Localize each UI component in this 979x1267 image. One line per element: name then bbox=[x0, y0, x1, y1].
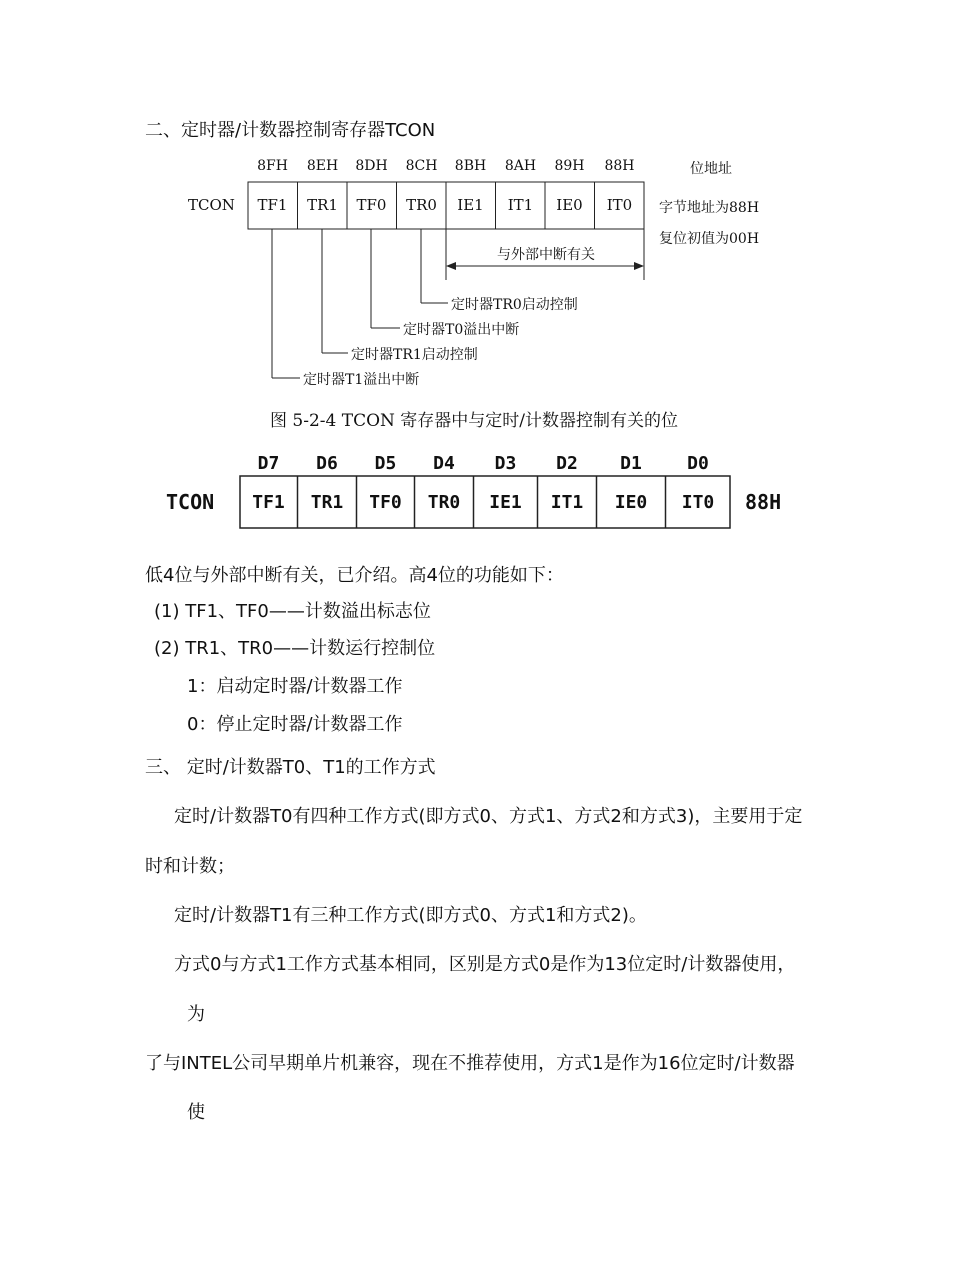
bit-address: 8EH bbox=[306, 158, 339, 174]
bit-header: D3 bbox=[494, 453, 517, 474]
paragraph: (1) TF1、TF0——计数溢出标志位 bbox=[154, 601, 431, 622]
paragraph: 方式0与方式1工作方式基本相同，区别是方式0是作为13位定时/计数器使用， bbox=[174, 954, 796, 975]
bit-address: 89H bbox=[554, 158, 585, 174]
register-name: TCON bbox=[166, 490, 215, 514]
paragraph: 定时/计数器T0有四种工作方式(即方式0、方式1、方式2和方式3)，主要用于定 bbox=[174, 806, 803, 827]
paragraph: 低4位与外部中断有关，已介绍。高4位的功能如下： bbox=[145, 565, 564, 586]
bit-address: 88H bbox=[604, 158, 635, 174]
reset-value-note: 复位初值为00H bbox=[659, 231, 760, 247]
bit-header: D5 bbox=[374, 453, 397, 474]
register-name: TCON bbox=[188, 196, 235, 214]
bit-cell: TR1 bbox=[310, 491, 344, 513]
bit-cell: IE0 bbox=[614, 491, 648, 513]
bit-cell: IE1 bbox=[489, 491, 522, 513]
annotation-tr1: 定时器TR1启动控制 bbox=[351, 347, 478, 363]
paragraph: (2) TR1、TR0——计数运行控制位 bbox=[154, 638, 436, 659]
bit-cell: IE1 bbox=[457, 196, 484, 214]
bit-header: D2 bbox=[556, 453, 578, 474]
figure-caption: 图 5-2-4 TCON 寄存器中与定时/计数器控制有关的位 bbox=[270, 411, 679, 431]
external-interrupt-note: 与外部中断有关 bbox=[497, 247, 595, 263]
byte-address-note: 字节地址为88H bbox=[659, 200, 760, 216]
bit-header: D6 bbox=[316, 453, 338, 474]
paragraph: 了与INTEL公司早期单片机兼容，现在不推荐使用，方式1是作为16位定时/计数器 bbox=[145, 1053, 795, 1074]
bit-address: 8AH bbox=[504, 158, 537, 174]
byte-address: 88H bbox=[745, 490, 782, 514]
bit-address-label: 位地址 bbox=[690, 161, 732, 177]
bit-cell: IT1 bbox=[550, 491, 584, 513]
bit-header: D4 bbox=[433, 453, 455, 474]
bit-cell: TF0 bbox=[369, 491, 402, 513]
bit-address: 8FH bbox=[257, 158, 288, 174]
paragraph: 1：启动定时器/计数器工作 bbox=[187, 676, 403, 697]
bit-header: D7 bbox=[257, 453, 280, 474]
bit-cell: IE0 bbox=[556, 196, 583, 214]
bit-cell: TF1 bbox=[257, 196, 288, 214]
section-heading-3: 三、 定时/计数器T0、T1的工作方式 bbox=[145, 757, 436, 778]
annotation-t0: 定时器T0溢出中断 bbox=[403, 322, 520, 338]
bit-address: 8CH bbox=[405, 158, 438, 174]
bit-cell: TR1 bbox=[307, 196, 338, 214]
annotation-t1: 定时器T1溢出中断 bbox=[303, 372, 420, 388]
bit-cell: TR0 bbox=[406, 196, 437, 214]
paragraph: 为 bbox=[187, 1004, 205, 1025]
bit-cell: IT1 bbox=[507, 196, 534, 214]
bit-cell: TF1 bbox=[252, 491, 285, 513]
section-heading-2: 二、定时器/计数器控制寄存器TCON bbox=[145, 120, 436, 141]
bit-cell: TR0 bbox=[427, 491, 461, 513]
bit-header: D0 bbox=[687, 453, 709, 474]
paragraph: 定时/计数器T1有三种工作方式(即方式0、方式1和方式2)。 bbox=[174, 905, 647, 926]
bit-header: D1 bbox=[620, 453, 642, 474]
paragraph: 时和计数； bbox=[145, 856, 235, 877]
bit-address: 8DH bbox=[355, 158, 388, 174]
bit-address: 8BH bbox=[454, 158, 487, 174]
paragraph: 0：停止定时器/计数器工作 bbox=[187, 714, 403, 735]
paragraph: 使 bbox=[187, 1102, 205, 1123]
bit-cell: IT0 bbox=[606, 196, 633, 214]
annotation-tr0: 定时器TR0启动控制 bbox=[451, 297, 578, 313]
bit-cell: TF0 bbox=[356, 196, 387, 214]
bit-cell: IT0 bbox=[681, 491, 715, 513]
